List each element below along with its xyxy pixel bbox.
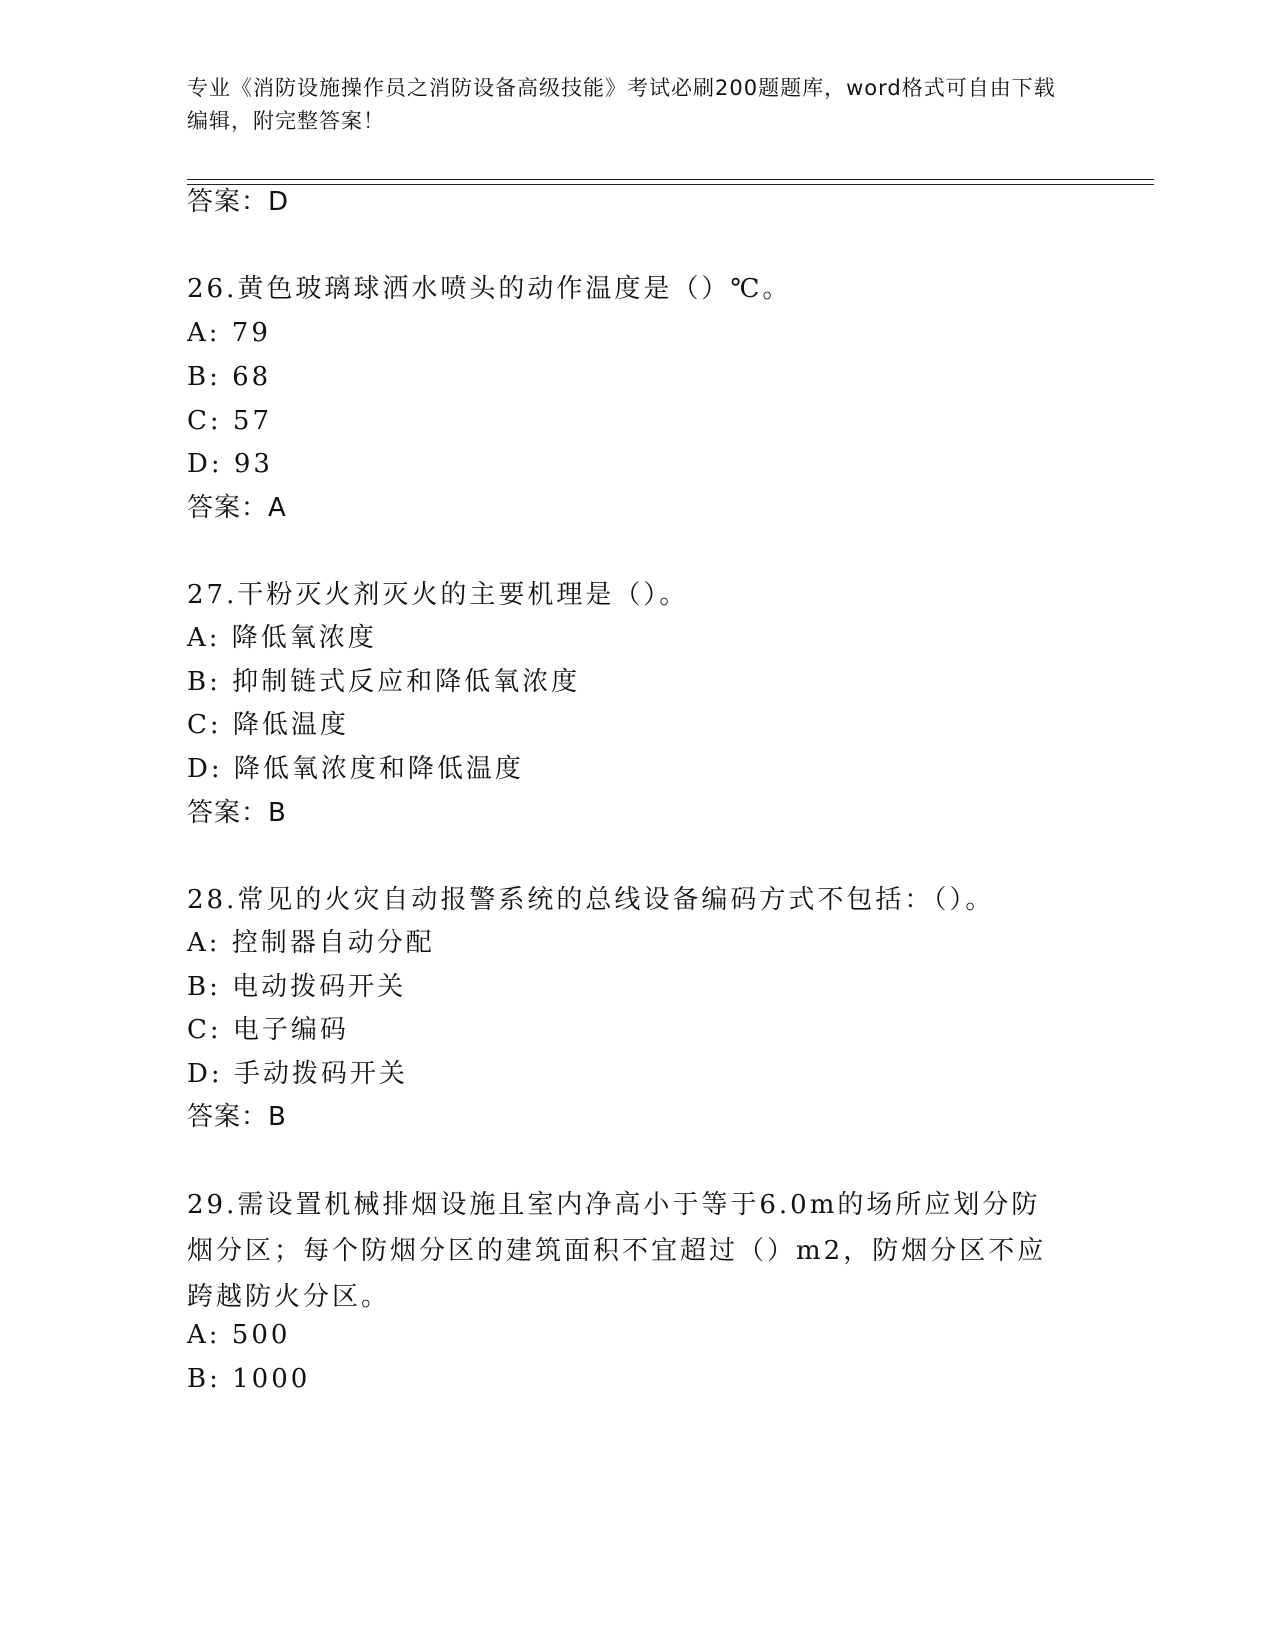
question-27-option-d: D: 降低氧浓度和降低温度 [187, 754, 524, 784]
document-header: 专业《消防设施操作员之消防设备高级技能》考试必刷200题题库，word格式可自由下载编辑，附完整答案！ [187, 76, 1056, 133]
question-26-option-b: B: 68 [187, 362, 272, 392]
question-26-answer: 答案：A [187, 493, 287, 523]
header-divider-top [187, 179, 1154, 180]
header-divider-bottom [187, 184, 1154, 185]
question-28-option-c: C: 电子编码 [187, 1015, 349, 1045]
question-28-stem: 28.常见的火灾自动报警系统的总线设备编码方式不包括：（）。 [187, 885, 995, 915]
question-26-stem: 26.黄色玻璃球洒水喷头的动作温度是（）℃。 [187, 274, 792, 304]
question-29-option-b: B: 1000 [187, 1364, 311, 1394]
question-28-option-b: B: 电动拨码开关 [187, 972, 407, 1002]
question-27-option-a: A: 降低氧浓度 [187, 623, 377, 653]
question-28-answer: 答案：B [187, 1102, 287, 1132]
question-26-option-a: A: 79 [187, 318, 271, 348]
question-26-option-d: D: 93 [187, 449, 273, 479]
question-29-stem: 29.需设置机械排烟设施且室内净高小于等于6.0m的场所应划分防烟分区；每个防烟分区的建筑面积不宜超过（）m2，防烟分区不应跨越防火分区。 [187, 1190, 1047, 1312]
question-27-option-b: B: 抑制链式反应和降低氧浓度 [187, 667, 581, 697]
question-27-answer: 答案：B [187, 798, 287, 828]
question-26-option-c: C: 57 [187, 406, 273, 436]
question-27-option-c: C: 降低温度 [187, 710, 349, 740]
question-27-stem: 27.干粉灭火剂灭火的主要机理是（）。 [187, 580, 689, 610]
question-29-option-a: A: 500 [187, 1320, 291, 1350]
question-28-option-d: D: 手动拨码开关 [187, 1059, 408, 1089]
question-28-option-a: A: 控制器自动分配 [187, 928, 435, 958]
previous-answer: 答案：D [187, 187, 290, 217]
